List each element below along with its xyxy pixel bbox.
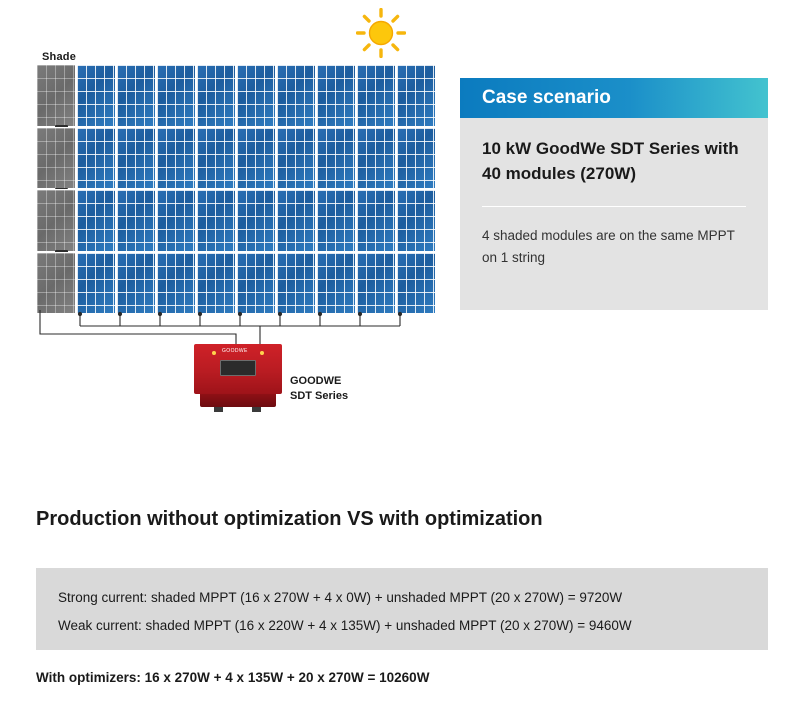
- inverter-caption-line2: SDT Series: [290, 390, 349, 402]
- inverter-caption-line1: GOODWE: [290, 375, 342, 387]
- case-scenario-header-title: Case scenario: [482, 87, 611, 108]
- inverter-brand-mark: GOODWE: [222, 348, 248, 354]
- pv-row: [36, 127, 436, 190]
- inverter-graphic: [194, 344, 282, 412]
- pv-module: [276, 127, 316, 190]
- inverter-base: [200, 394, 276, 407]
- pv-module: [276, 252, 316, 315]
- shade-label: Shade: [42, 51, 77, 63]
- pv-module: [116, 189, 156, 252]
- pv-module: [196, 252, 236, 315]
- inverter-connector: [252, 407, 261, 412]
- status-led-icon: [260, 351, 264, 355]
- production-line-strong-current: Strong current: shaded MPPT (16 x 270W + 4 x 0W) + unshaded MPPT (20 x 270W) = 9720W: [58, 590, 623, 605]
- pv-module: [396, 64, 436, 127]
- pv-module-shaded: [36, 189, 76, 252]
- pv-module-shaded: [36, 127, 76, 190]
- production-line-with-optimizers: With optimizers: 16 x 270W + 4 x 135W + 20 x 270W = 10260W: [36, 670, 430, 685]
- pv-module-shaded: [36, 64, 76, 127]
- production-heading: Production without optimization VS with optimization: [36, 508, 543, 530]
- production-results-box: [36, 568, 768, 650]
- pv-module: [316, 64, 356, 127]
- pv-array: [36, 64, 436, 314]
- pv-module: [396, 252, 436, 315]
- pv-module: [76, 64, 116, 127]
- sun-icon: [356, 8, 406, 58]
- pv-module: [396, 189, 436, 252]
- pv-module: [156, 252, 196, 315]
- case-scenario-header: [460, 78, 768, 118]
- pv-row: [36, 64, 436, 127]
- pv-module-shaded: [36, 252, 76, 315]
- pv-module: [196, 127, 236, 190]
- divider: [482, 206, 746, 207]
- pv-module: [356, 64, 396, 127]
- pv-module: [316, 189, 356, 252]
- pv-module: [356, 189, 396, 252]
- pv-module: [236, 64, 276, 127]
- pv-module: [116, 127, 156, 190]
- pv-module: [196, 189, 236, 252]
- pv-module: [276, 189, 316, 252]
- pv-module: [76, 189, 116, 252]
- pv-module: [116, 252, 156, 315]
- pv-module: [76, 252, 116, 315]
- pv-module: [356, 252, 396, 315]
- pv-module: [356, 127, 396, 190]
- pv-module: [116, 64, 156, 127]
- production-line-weak-current: Weak current: shaded MPPT (16 x 220W + 4 x 135W) + unshaded MPPT (20 x 270W) = 9460W: [58, 618, 632, 633]
- pv-module: [196, 64, 236, 127]
- pv-module: [316, 252, 356, 315]
- case-scenario-note: 4 shaded modules are on the same MPPT on 1 string: [482, 228, 735, 265]
- pv-module: [276, 64, 316, 127]
- pv-row: [36, 252, 436, 315]
- case-scenario-panel: [460, 78, 768, 310]
- status-led-icon: [212, 351, 216, 355]
- pv-module: [156, 64, 196, 127]
- inverter-body: [194, 344, 282, 394]
- inverter-display: [220, 360, 256, 376]
- inverter-caption: [290, 374, 348, 404]
- pv-module: [316, 127, 356, 190]
- pv-row: [36, 189, 436, 252]
- pv-module: [236, 252, 276, 315]
- inverter-connector: [214, 407, 223, 412]
- pv-module: [236, 189, 276, 252]
- pv-module: [236, 127, 276, 190]
- pv-module: [396, 127, 436, 190]
- pv-module: [156, 189, 196, 252]
- pv-module: [76, 127, 116, 190]
- pv-module: [156, 127, 196, 190]
- case-scenario-body: [460, 118, 768, 269]
- case-scenario-title: 10 kW GoodWe SDT Series with 40 modules (270W): [482, 139, 739, 183]
